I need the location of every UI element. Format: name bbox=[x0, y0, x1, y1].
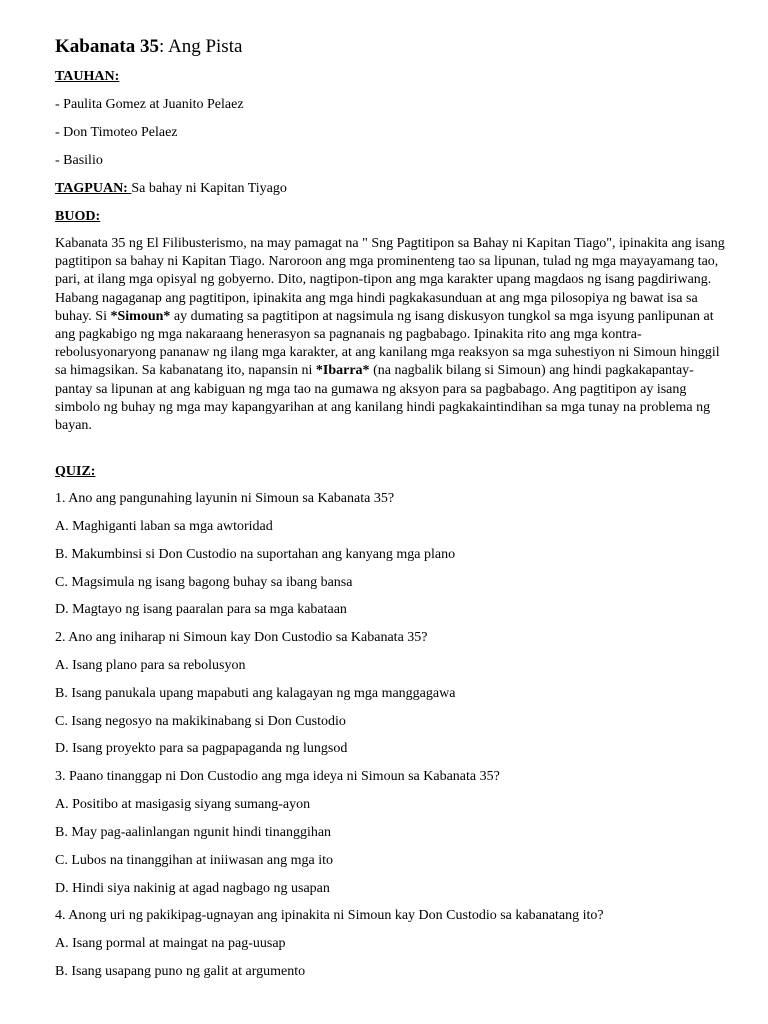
tauhan-item: - Don Timoteo Pelaez bbox=[55, 125, 178, 140]
quiz-heading: QUIZ: bbox=[55, 464, 96, 479]
buod-text-part: (na nagbalik bilang si Simoun) ang hindi pagkakapantay-pantay sa lipunan at ang kabiguan ng mga tao na gumawa ng aksyon para sa pagbabago. Ang pagtitipon ay isang simbolo ng buhay ng mga may kapangyarihan at ang kanilang hindi pagkakaintindihan sa mga tunay na problema ng bayan. bbox=[55, 363, 711, 434]
quiz-choice: B. May pag-aalinlangan ngunit hindi tinanggihan bbox=[55, 825, 332, 840]
buod-heading: BUOD: bbox=[55, 209, 101, 224]
quiz-choice: A. Isang pormal at maingat na pag-uusap bbox=[55, 936, 286, 951]
tagpuan-text: Sa bahay ni Kapitan Tiyago bbox=[131, 181, 287, 196]
tagpuan-line bbox=[55, 180, 287, 198]
quiz-choice: C. Lubos na tinanggihan at iniiwasan ang mga ito bbox=[55, 853, 334, 868]
quiz-choice: D. Hindi siya nakinig at agad nagbago ng usapan bbox=[55, 881, 330, 896]
page-title bbox=[55, 35, 242, 59]
quiz-choice: D. Isang proyekto para sa pagpapaganda ng lungsod bbox=[55, 741, 348, 756]
buod-bold-simoun: *Simoun* bbox=[110, 308, 171, 324]
quiz-choice: D. Magtayo ng isang paaralan para sa mga kabataan bbox=[55, 602, 347, 617]
quiz-question: 3. Paano tinanggap ni Don Custodio ang mga ideya ni Simoun sa Kabanata 35? bbox=[55, 769, 500, 784]
tauhan-item: - Basilio bbox=[55, 153, 103, 168]
quiz-choice: B. Isang panukala upang mapabuti ang kalagayan ng mga manggagawa bbox=[55, 686, 456, 701]
quiz-question: 1. Ano ang pangunahing layunin ni Simoun sa Kabanata 35? bbox=[55, 491, 395, 506]
quiz-choice: A. Maghiganti laban sa mga awtoridad bbox=[55, 519, 273, 534]
buod-paragraph bbox=[55, 235, 725, 435]
title-subtitle: : Ang Pista bbox=[159, 36, 243, 57]
tagpuan-heading: TAGPUAN: bbox=[55, 181, 132, 196]
title-chapter: Kabanata 35 bbox=[55, 36, 159, 57]
buod-text-part: Kabanata 35 ng El Filibusterismo, na may pamagat na " Sng Pagtitipon sa Bahay ni Kapitan Tiago", ipinakita ang isang pagtitipon sa bahay ni Kapitan Tiago. Naroroon ang mga prominenteng tao sa lipunan, tulad ng mga mayayamang tao, pari, at ilang mga opisyal ng gobyerno. Dito, nagtipon-tipon ang mga karakter upang magdaos ng isang pagdiriwang. Habang nagaganap ang pagtitipon, ipinakita ang mga hindi pagkakasunduan at ang mga pilosopiya ng bawat isa sa buhay. Si bbox=[55, 236, 725, 324]
quiz-choice: C. Isang negosyo na makikinabang si Don Custodio bbox=[55, 714, 346, 729]
tauhan-item: - Paulita Gomez at Juanito Pelaez bbox=[55, 97, 244, 112]
quiz-question: 2. Ano ang iniharap ni Simoun kay Don Custodio sa Kabanata 35? bbox=[55, 630, 428, 645]
tauhan-heading: TAUHAN: bbox=[55, 69, 120, 84]
quiz-choice: A. Positibo at masigasig siyang sumang-ayon bbox=[55, 797, 311, 812]
quiz-choice: B. Isang usapang puno ng galit at argumento bbox=[55, 964, 306, 979]
buod-bold-ibarra: *Ibarra* bbox=[315, 363, 370, 379]
quiz-question: 4. Anong uri ng pakikipag-ugnayan ang ipinakita ni Simoun kay Don Custodio sa kabanatang ito? bbox=[55, 908, 604, 923]
quiz-choice: B. Makumbinsi si Don Custodio na suportahan ang kanyang mga plano bbox=[55, 547, 456, 562]
quiz-choice: A. Isang plano para sa rebolusyon bbox=[55, 658, 246, 673]
buod-text-part: ay dumating sa pagtitipon at nagsimula ng isang diskusyon tungkol sa mga isyung panlipunan at ang pagkabigo ng mga nakaraang henerasyon sa pagnanais ng pagbabago. Ipinakita rito ang mga kontra-rebolusyonaryong pananaw ng ilang mga karakter, at ang kanilang mga reaksyon sa mga suhestiyon ni Simoun hinggil sa himagsikan. Sa kabanatang ito, napansin ni bbox=[55, 308, 720, 379]
quiz-choice: C. Magsimula ng isang bagong buhay sa ibang bansa bbox=[55, 575, 353, 590]
